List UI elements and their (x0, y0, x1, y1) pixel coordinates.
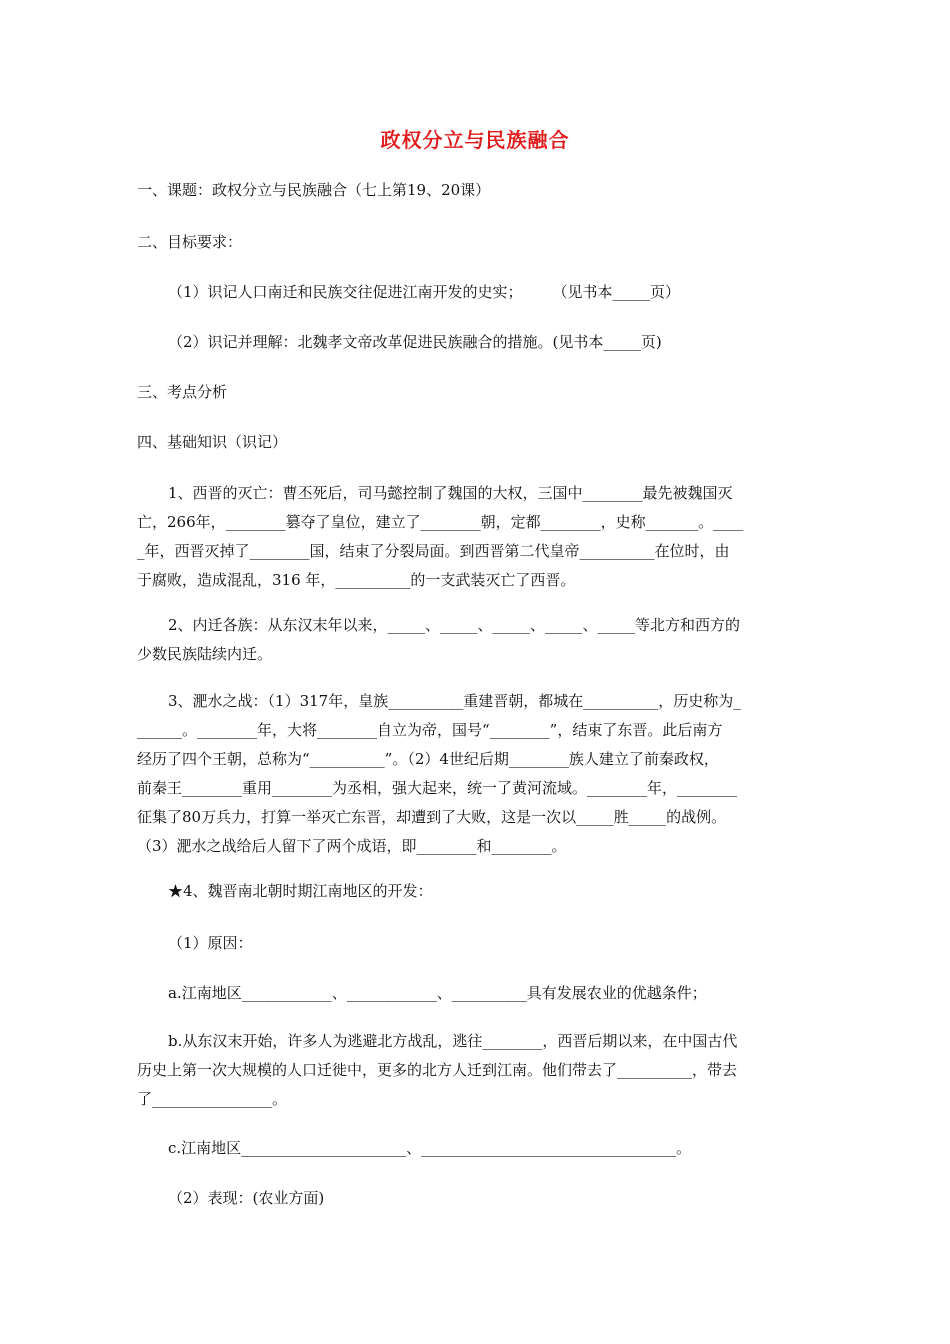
reason-b-paragraph (137, 1027, 817, 1114)
jiangnan-development-heading: ★4、魏晋南北朝时期江南地区的开发： (168, 882, 433, 900)
reason-a: a.江南地区____________、____________、__________具有发展农业的优越条件； (168, 984, 707, 1002)
section-3-analysis-heading: 三、考点分析 (137, 383, 228, 401)
paragraph-migration-tribes (137, 611, 817, 669)
paragraph-line: ______。________年，大将________自立为帝，国号“________”，结束了东晋。此后南方 (137, 721, 723, 739)
paragraph-line: 于腐败，造成混乱，316 年，__________的一支武装灭亡了西晋。 (137, 571, 576, 589)
section-1-topic: 一、课题：政权分立与民族融合（七上第19、20课） (137, 181, 491, 199)
paragraph-line: _年，西晋灭掉了________国，结束了分裂局面。到西晋第二代皇帝__________在位时，由 (137, 542, 730, 560)
manifestation-heading: （2）表现：(农业方面) (168, 1189, 325, 1207)
paragraph-western-jin-fall (137, 479, 817, 595)
paragraph-line: b.从东汉末开始，许多人为逃避北方战乱，逃往________，西晋后期以来，在中国古代 (168, 1032, 738, 1050)
paragraph-line: 3、淝水之战：（1）317年，皇族__________重建晋朝，都城在__________，历史称为_ (168, 692, 741, 710)
section-2-goals-heading: 二、目标要求： (137, 233, 243, 251)
paragraph-line: 2、内迁各族：从东汉末年以来，_____、_____、_____、_____、_____等北方和西方的 (168, 616, 741, 634)
document-title: 政权分立与民族融合 (380, 128, 570, 152)
reasons-heading: （1）原因： (168, 934, 253, 952)
reason-c: c.江南地区______________________、__________________________________。 (168, 1139, 692, 1157)
paragraph-line: 前秦王________重用________为丞相，强大起来，统一了黄河流域。________年，________ (137, 779, 738, 797)
paragraph-line: 经历了四个王朝，总称为“__________”。（2）4世纪后期________族人建立了前秦政权， (137, 750, 719, 768)
section-4-knowledge-heading: 四、基础知识（识记） (137, 433, 288, 451)
paragraph-line: 1、西晋的灭亡：曹丕死后，司马懿控制了魏国的大权，三国中________最先被魏国灭 (168, 484, 733, 502)
paragraph-feishui-battle (137, 687, 817, 861)
paragraph-line: 历史上第一次大规模的人口迁徙中，更多的北方人迁到江南。他们带去了__________，带去 (137, 1061, 738, 1079)
paragraph-line: 了________________。 (137, 1090, 288, 1108)
goal-item-2: （2）识记并理解：北魏孝文帝改革促进民族融合的措施。(见书本_____页) (168, 333, 662, 351)
paragraph-line: （3）淝水之战给后人留下了两个成语，即________和________。 (137, 837, 567, 855)
paragraph-line: 少数民族陆续内迁。 (137, 645, 273, 663)
paragraph-line: 亡，266年，________篡夺了皇位，建立了________朝，定都________，史称_______。____ (137, 513, 744, 531)
paragraph-line: 征集了80万兵力，打算一举灭亡东晋，却遭到了大败，这是一次以_____胜_____的战例。 (137, 808, 727, 826)
goal-item-1: （1）识记人口南迁和民族交往促进江南开发的史实； （见书本_____页） (168, 283, 681, 301)
